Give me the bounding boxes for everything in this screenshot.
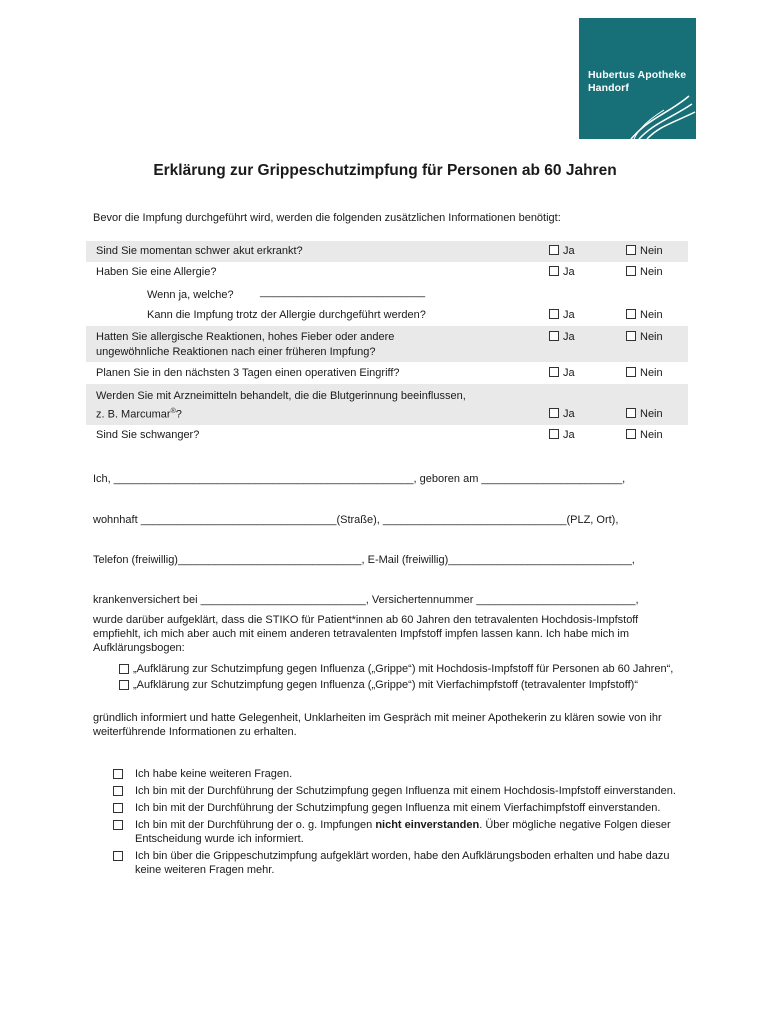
question-label: Kann die Impfung trotz der Allergie durchgeführt werden? [147,309,426,321]
option-no[interactable]: Nein [626,331,663,343]
checkbox[interactable] [549,331,559,341]
option-yes[interactable]: Ja [549,266,575,278]
checkbox[interactable] [626,309,636,319]
pharmacy-logo [579,18,696,139]
question-label: Werden Sie mit Arzneimitteln behandelt, die die Blutgerinnung beeinflussen, z. B. Marcumar®? [96,390,466,421]
consent-refuse[interactable]: Ich bin mit der Durchführung der o. g. Impfungen nicht einverstanden. Über mögliche negative Folgen dieser Entscheidung wurde ich informiert. [93,818,683,846]
allergy-which-label: Wenn ja, welche? [147,289,234,301]
question-label: Haben Sie eine Allergie? [96,266,217,278]
checkbox[interactable] [549,309,559,319]
address-field[interactable]: wohnhaft ________________________________(Straße), ______________________________(PLZ, Ort), [93,514,619,526]
consent-vierfach[interactable]: Ich bin mit der Durchführung der Schutzimpfung gegen Influenza mit einem Vierfachimpfstoff einverstanden. [93,801,683,815]
option-no[interactable]: Nein [626,266,663,278]
question-row [86,262,688,283]
checkbox[interactable] [113,769,123,779]
option-yes[interactable]: Ja [549,309,575,321]
page-title: Erklärung zur Grippeschutzimpfung für Personen ab 60 Jahren [153,162,617,179]
name-birthdate-field[interactable]: Ich, _________________________________________________, geboren am _______________________, [93,473,626,485]
checkbox[interactable] [113,786,123,796]
option-no[interactable]: Nein [626,367,663,379]
option-yes[interactable]: Ja [549,331,575,343]
checkbox[interactable] [626,245,636,255]
question-row [86,241,688,262]
questions-table [86,241,688,447]
checkbox[interactable] [119,664,129,674]
option-yes[interactable]: Ja [549,429,575,441]
question-row [86,425,688,447]
informed-text: gründlich informiert und hatte Gelegenheit, Unklarheiten im Gespräch mit meiner Apothekerin zu klären sowie von ihr weiterführende Informationen zu erhalten. [93,712,662,738]
checkbox[interactable] [549,266,559,276]
refuse-emphasis: nicht einverstanden [375,819,480,831]
intro-text: Bevor die Impfung durchgeführt wird, werden die folgenden zusätzlichen Informationen benötigt: [93,212,561,224]
checkbox[interactable] [626,429,636,439]
declaration-text: wurde darüber aufgeklärt, dass die STIKO für Patient*innen ab 60 Jahren den tetravalenten Hochdosis-Impfstoff empfiehlt, ich mich aber auch mit einem anderen tetravalenten Impfstoff impfen lassen kann. Ich habe mich im Aufklärungsbogen: [93,614,639,654]
checkbox[interactable] [549,429,559,439]
question-subrow [86,306,688,326]
question-row [86,362,688,384]
checkbox[interactable] [549,367,559,377]
question-label: Sind Sie schwanger? [96,429,200,441]
option-no[interactable]: Nein [626,309,663,321]
option-no[interactable]: Nein [626,429,663,441]
question-row [86,384,688,425]
checkbox[interactable] [549,408,559,418]
leaflet-option-vierfach[interactable]: „Aufklärung zur Schutzimpfung gegen Influenza („Grippe“) mit Vierfachimpfstoff (tetravalenter Impfstoff)“ [93,678,683,692]
option-yes[interactable]: Ja [549,245,575,257]
option-yes[interactable]: Ja [549,367,575,379]
checkbox[interactable] [626,408,636,418]
question-row [86,326,688,362]
leaflet-list [93,662,683,692]
checkbox[interactable] [626,367,636,377]
option-yes[interactable]: Ja [549,408,575,420]
option-no[interactable]: Nein [626,245,663,257]
checkbox[interactable] [626,331,636,341]
consent-informed[interactable]: Ich bin über die Grippeschutzimpfung aufgeklärt worden, habe den Aufklärungsboden erhalten und habe dazu keine weiteren Fragen mehr. [93,849,683,877]
phone-email-field[interactable]: Telefon (freiwillig)______________________________, E-Mail (freiwillig)______________________________, [93,554,635,566]
checkbox[interactable] [113,803,123,813]
checkbox[interactable] [113,851,123,861]
question-label: Hatten Sie allergische Reaktionen, hohes Fieber oder andere ungewöhnliche Reaktionen nach einer früheren Impfung? [96,331,395,358]
option-no[interactable]: Nein [626,408,663,420]
checkbox[interactable] [549,245,559,255]
leaflet-option-hochdosis[interactable]: „Aufklärung zur Schutzimpfung gegen Influenza („Grippe“) mit Hochdosis-Impfstoff für Personen ab 60 Jahren“, [93,662,683,676]
consent-checklist [93,767,683,880]
checkbox[interactable] [626,266,636,276]
consent-no-questions[interactable]: Ich habe keine weiteren Fragen. [93,767,683,781]
question-subrow [86,283,688,306]
insurance-field[interactable]: krankenversichert bei ___________________________, Versichertennummer __________________________, [93,594,639,606]
question-label: Sind Sie momentan schwer akut erkrankt? [96,245,303,257]
logo-text: Hubertus Apotheke Handorf [588,69,687,94]
question-label: Planen Sie in den nächsten 3 Tagen einen operativen Eingriff? [96,367,400,379]
checkbox[interactable] [119,680,129,690]
consent-hochdosis[interactable]: Ich bin mit der Durchführung der Schutzimpfung gegen Influenza mit einem Hochdosis-Impfstoff einverstanden. [93,784,683,798]
allergy-which-field[interactable]: ___________________________ [260,286,426,298]
checkbox[interactable] [113,820,123,830]
